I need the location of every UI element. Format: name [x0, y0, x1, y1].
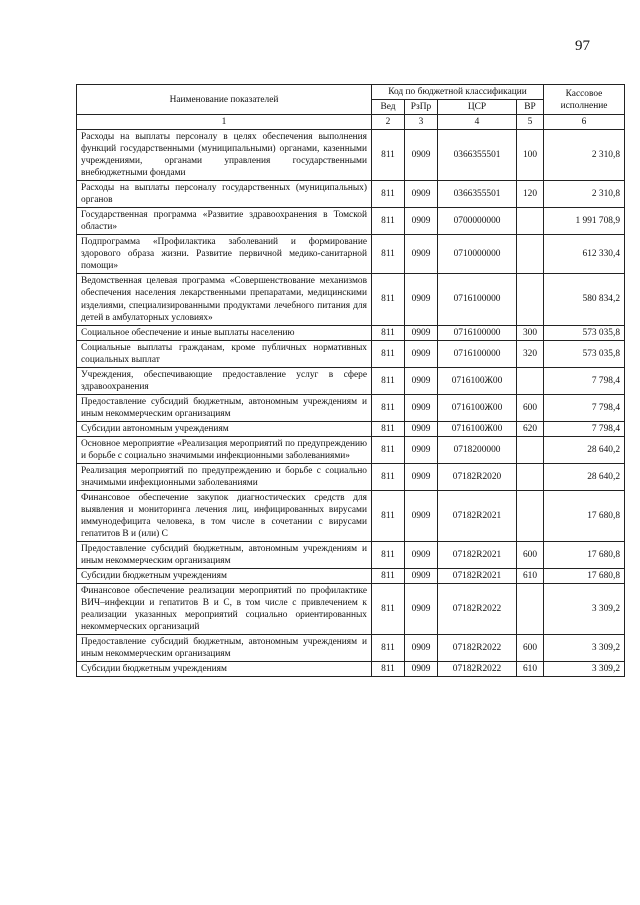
row-name: Учреждения, обеспечивающие предоставление услуг в сфере здравоохранения: [77, 367, 372, 394]
table-row: [77, 584, 625, 635]
row-ved: 811: [372, 569, 405, 584]
row-csr: 0716100Ж00: [438, 367, 517, 394]
table-row: [77, 421, 625, 436]
row-csr: 07182R2021: [438, 542, 517, 569]
table-row: [77, 635, 625, 662]
table-row: [77, 340, 625, 367]
row-csr: 0710000000: [438, 235, 517, 274]
row-rzpr: 0909: [405, 662, 438, 677]
row-rzpr: 0909: [405, 235, 438, 274]
row-vr: [517, 490, 544, 541]
row-name: Социальное обеспечение и иные выплаты населению: [77, 325, 372, 340]
row-ved: 811: [372, 394, 405, 421]
table-row: [77, 490, 625, 541]
page-number: 97: [575, 38, 590, 54]
row-ved: 811: [372, 274, 405, 325]
row-vr: [517, 463, 544, 490]
row-csr: 0366355501: [438, 181, 517, 208]
header-name: Наименование показателей: [77, 85, 372, 115]
row-ved: 811: [372, 542, 405, 569]
header-rzpr: РзПр: [405, 100, 438, 115]
row-vr: 600: [517, 542, 544, 569]
row-vr: 610: [517, 662, 544, 677]
row-amount: 580 834,2: [544, 274, 625, 325]
table-row: [77, 130, 625, 181]
row-name: Финансовое обеспечение закупок диагностических средств для выявления и мониторинга лечения лиц, инфицированных вирусами иммунодефицита человека, в том числе в сочетании с вирусами гепатитов В и (или) С: [77, 490, 372, 541]
table-row: [77, 181, 625, 208]
row-csr: 07182R2022: [438, 662, 517, 677]
row-csr: 0716100Ж00: [438, 394, 517, 421]
table-row: [77, 394, 625, 421]
row-ved: 811: [372, 340, 405, 367]
row-csr: 0366355501: [438, 130, 517, 181]
row-vr: [517, 367, 544, 394]
row-ved: 811: [372, 436, 405, 463]
row-amount: 7 798,4: [544, 367, 625, 394]
row-name: Социальные выплаты гражданам, кроме публичных нормативных социальных выплат: [77, 340, 372, 367]
row-ved: 811: [372, 325, 405, 340]
row-csr: 0716100Ж00: [438, 421, 517, 436]
col-number: 3: [405, 115, 438, 130]
row-name: Финансовое обеспечение реализации мероприятий по профилактике ВИЧ–инфекции и гепатитов В и С, в том числе с привлечением к реализации указанных мероприятий социально ориентированных некоммерческих организаций: [77, 584, 372, 635]
row-csr: 07182R2020: [438, 463, 517, 490]
row-amount: 573 035,8: [544, 325, 625, 340]
row-rzpr: 0909: [405, 274, 438, 325]
table-row: [77, 367, 625, 394]
row-vr: [517, 208, 544, 235]
row-name: Расходы на выплаты персоналу в целях обеспечения выполнения функций государственными (муниципальными) органами, казенными учреждениями, органами управления государственными внебюджетными фондами: [77, 130, 372, 181]
row-ved: 811: [372, 181, 405, 208]
row-csr: 07182R2021: [438, 569, 517, 584]
budget-table: [76, 84, 625, 677]
header-ved: Вед: [372, 100, 405, 115]
row-vr: 300: [517, 325, 544, 340]
row-amount: 1 991 708,9: [544, 208, 625, 235]
column-number-row: [77, 115, 625, 130]
table-header-row: [77, 85, 625, 100]
row-name: Предоставление субсидий бюджетным, автономным учреждениям и иным некоммерческим организациям: [77, 542, 372, 569]
row-csr: 0716100000: [438, 325, 517, 340]
col-number: 4: [438, 115, 517, 130]
row-amount: 7 798,4: [544, 421, 625, 436]
row-amount: 28 640,2: [544, 436, 625, 463]
row-vr: 120: [517, 181, 544, 208]
row-rzpr: 0909: [405, 635, 438, 662]
table-row: [77, 569, 625, 584]
row-amount: 612 330,4: [544, 235, 625, 274]
row-ved: 811: [372, 463, 405, 490]
row-amount: 17 680,8: [544, 490, 625, 541]
row-amount: 7 798,4: [544, 394, 625, 421]
row-amount: 17 680,8: [544, 542, 625, 569]
row-name: Расходы на выплаты персоналу государственных (муниципальных) органов: [77, 181, 372, 208]
row-amount: 3 309,2: [544, 635, 625, 662]
row-name: Ведомственная целевая программа «Совершенствование механизмов обеспечения населения лекарственными препаратами, медицинскими изделиями, специализированными продуктами лечебного питания для детей в амбулаторных условиях»: [77, 274, 372, 325]
row-name: Реализация мероприятий по предупреждению и борьбе с социально значимыми инфекционными заболеваниями: [77, 463, 372, 490]
row-name: Предоставление субсидий бюджетным, автономным учреждениям и иным некоммерческим организациям: [77, 635, 372, 662]
row-rzpr: 0909: [405, 340, 438, 367]
row-name: Субсидии бюджетным учреждениям: [77, 662, 372, 677]
row-name: Подпрограмма «Профилактика заболеваний и формирование здорового образа жизни. Развитие первичной медико-санитарной помощи»: [77, 235, 372, 274]
row-csr: 0716100000: [438, 274, 517, 325]
col-number: 6: [544, 115, 625, 130]
row-vr: [517, 436, 544, 463]
row-csr: 0700000000: [438, 208, 517, 235]
row-ved: 811: [372, 635, 405, 662]
table-row: [77, 235, 625, 274]
row-name: Государственная программа «Развитие здравоохранения в Томской области»: [77, 208, 372, 235]
row-amount: 3 309,2: [544, 662, 625, 677]
table-row: [77, 542, 625, 569]
row-rzpr: 0909: [405, 436, 438, 463]
row-ved: 811: [372, 490, 405, 541]
table-row: [77, 274, 625, 325]
row-ved: 811: [372, 235, 405, 274]
row-rzpr: 0909: [405, 208, 438, 235]
row-csr: 07182R2022: [438, 584, 517, 635]
row-ved: 811: [372, 662, 405, 677]
row-ved: 811: [372, 421, 405, 436]
row-csr: 0716100000: [438, 340, 517, 367]
row-vr: 100: [517, 130, 544, 181]
row-rzpr: 0909: [405, 367, 438, 394]
row-csr: 07182R2021: [438, 490, 517, 541]
table-row: [77, 436, 625, 463]
header-csr: ЦСР: [438, 100, 517, 115]
row-amount: 17 680,8: [544, 569, 625, 584]
row-rzpr: 0909: [405, 542, 438, 569]
row-name: Субсидии бюджетным учреждениям: [77, 569, 372, 584]
row-amount: 573 035,8: [544, 340, 625, 367]
row-vr: 320: [517, 340, 544, 367]
row-vr: 620: [517, 421, 544, 436]
table-row: [77, 463, 625, 490]
row-amount: 2 310,8: [544, 130, 625, 181]
row-name: Предоставление субсидий бюджетным, автономным учреждениям и иным некоммерческим организациям: [77, 394, 372, 421]
row-ved: 811: [372, 584, 405, 635]
row-amount: 28 640,2: [544, 463, 625, 490]
row-amount: 3 309,2: [544, 584, 625, 635]
col-number: 1: [77, 115, 372, 130]
row-vr: [517, 235, 544, 274]
table-row: [77, 662, 625, 677]
row-rzpr: 0909: [405, 584, 438, 635]
row-csr: 0718200000: [438, 436, 517, 463]
row-ved: 811: [372, 367, 405, 394]
row-rzpr: 0909: [405, 421, 438, 436]
row-rzpr: 0909: [405, 490, 438, 541]
header-vr: ВР: [517, 100, 544, 115]
row-csr: 07182R2022: [438, 635, 517, 662]
row-rzpr: 0909: [405, 394, 438, 421]
row-rzpr: 0909: [405, 325, 438, 340]
row-rzpr: 0909: [405, 569, 438, 584]
row-vr: [517, 584, 544, 635]
header-code-group: Код по бюджетной классификации: [372, 85, 544, 100]
col-number: 5: [517, 115, 544, 130]
table-row: [77, 208, 625, 235]
row-vr: 600: [517, 394, 544, 421]
row-name: Основное мероприятие «Реализация мероприятий по предупреждению и борьбе с социально значимыми инфекционными заболеваниями»: [77, 436, 372, 463]
row-ved: 811: [372, 208, 405, 235]
row-vr: 600: [517, 635, 544, 662]
table-body: [77, 130, 625, 677]
row-rzpr: 0909: [405, 463, 438, 490]
row-ved: 811: [372, 130, 405, 181]
col-number: 2: [372, 115, 405, 130]
row-rzpr: 0909: [405, 130, 438, 181]
row-vr: [517, 274, 544, 325]
row-vr: 610: [517, 569, 544, 584]
row-amount: 2 310,8: [544, 181, 625, 208]
row-name: Субсидии автономным учреждениям: [77, 421, 372, 436]
row-rzpr: 0909: [405, 181, 438, 208]
table-row: [77, 325, 625, 340]
header-cash: Кассовое исполнение: [544, 85, 625, 115]
